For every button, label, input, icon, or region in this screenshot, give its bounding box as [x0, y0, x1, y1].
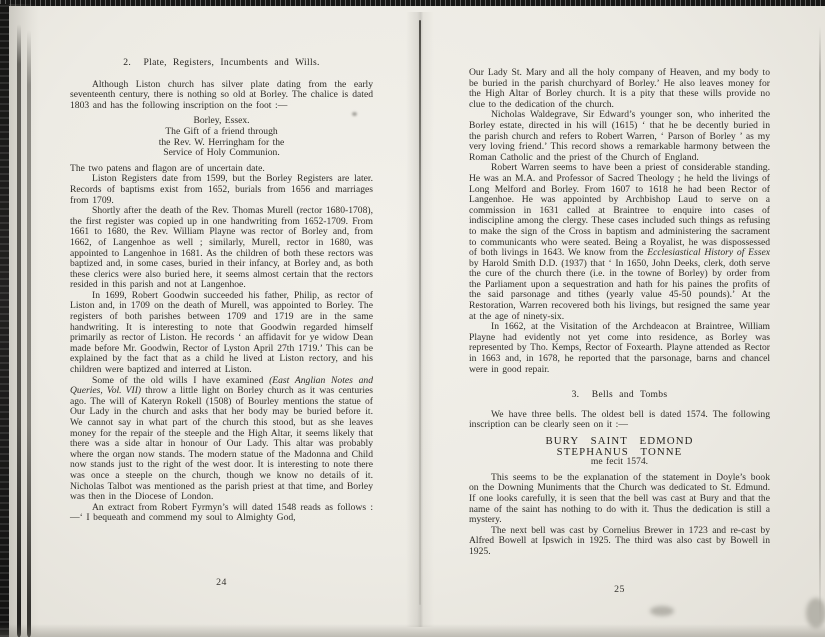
- body-text: Although Liston church has silver plate dating from the early seventeenth century, there is nothing so old at Borley. The chalice is dated 1803 and has the following inscription on the foot :—: [70, 78, 373, 111]
- paragraph: [469, 322, 770, 375]
- inscription-line: STEPHANUS TONNE: [556, 445, 683, 458]
- body-text: by Harold Smith D.D. (1937) that ‘ In 1650, John Deeks, clerk, doth serve the cure of the church there (i.e. in the towne of Borley) by order from the Parliament upon a sequestration and hath for his paines the profits of the said parsonage and tithes (yearly value 45-50 pounds).’ At the Restoration, Warren recovered both his livings, but resigned the same year at the age of ninety-six.: [469, 257, 770, 322]
- body-text: The two patens and flagon are of uncertain date.: [70, 162, 265, 174]
- paragraph: [70, 206, 373, 291]
- inscription-line: Service of Holy Communion.: [163, 147, 280, 159]
- body-text: Some of the old wills I have examined: [92, 374, 270, 386]
- paragraph: [469, 526, 770, 558]
- body-text: Shortly after the death of the Rev. Thomas Murell (rector 1680-1708), the first register was copied up in one handwriting from 1652-1709. From 1661 to 1680, the Rev. William Playne was rector of Borley and, from 1662, of Langenhoe as well ; similarly, Murell, rector in 1680, was appointed to Langenhoe in 1681. As the children of both these rectors was baptized and, in some cases, buried in their infancy, at Borley and, as both these clerics were also buried here, it seems almost certain that the rectors resided in this parish and not at Langenhoe.: [70, 205, 373, 291]
- inscription-line: BURY SAINT EDMOND: [545, 435, 694, 447]
- body-text: We have three bells. The oldest bell is dated 1574. The following inscription can be clearly seen on it :—: [469, 408, 770, 431]
- book-gutter-line: [419, 20, 421, 605]
- body-text: Liston Registers date from 1599, but the Borley Registers are later. Records of baptisms exist from 1652, burials from 1656 and marriages from 1709.: [70, 173, 373, 206]
- paragraph: [469, 68, 770, 110]
- paragraph: [469, 163, 770, 322]
- body-text: Nicholas Waldegrave, Sir Edward’s younger son, who inherited the Borley estate, directed in his will (1615) ‘ that he be decently buried in the parish church and refers to Robert Warren, ‘ Parson of Borley ’ as my very loving friend.’ This record shows a remarkable harmony between the Roman Catholic and the priest of the Church of England.: [469, 109, 770, 163]
- inscription-block: [70, 116, 373, 158]
- section-heading: 3. Bells and Tombs: [571, 389, 668, 401]
- right-page: [469, 68, 770, 558]
- left-page: [70, 58, 373, 524]
- book-bottom-edge-shadow: [0, 624, 825, 637]
- body-text: An extract from Robert Fyrmyn’s will dated 1548 reads as follows :—‘ I bequeath and commend my soul to Almighty God,: [70, 501, 373, 524]
- smudge-mark: [650, 606, 674, 616]
- paragraph: [70, 503, 373, 524]
- inscription-block: [469, 436, 770, 468]
- page-edge-line: [17, 24, 21, 637]
- body-text: Robert Warren seems to have been a priest of considerable standing. He was an M.A. and Professor of Sacred Theology ; he held the livings of Long Melford and Borley. From 1607 to 1618 he had been Rector of Langenhoe. He was appointed by Archbishop Laud to serve on a commission in 1631 called at Braintree to enquire into cases of indiscipline among the clergy. These cases included such things as refusing to make the sign of the Cross in baptism and administering the sacrament to communicants who were seated. Being a Royalist, he was dispossessed of both livings in 1643. We know from the: [469, 162, 770, 259]
- inscription-line: The Gift of a friend through: [165, 125, 278, 137]
- body-text: In 1699, Robert Goodwin succeeded his father, Philip, as rector of Liston and, in 1709 on the death of Murell, was appointed to Borley. The registers of both parishes between 1709 and 1719 are in the same handwriting. It is interesting to note that Goodwin regarded himself primarily as rector of Liston. He records ‘ an affidavit for ye widow Dean made before Mr. Goodwin, Rector of Lyston April 27th 1719.’ This can be explained by the fact that as a child he lived at Liston rectory, and his children were baptized and interred at Liston.: [70, 289, 373, 376]
- paragraph: [469, 473, 770, 526]
- book-cover-spine-edge: [0, 4, 9, 637]
- inscription-line: the Rev. W. Herringham for the: [158, 136, 285, 148]
- inscription-line: me fecit 1574.: [590, 456, 649, 468]
- body-text: This seems to be the explanation of the statement in Doyle’s book on the Downing Muniments that the Church was dedicated to St. Edmund. If one looks carefully, it is seen that the bell was cast at Bury and that the name of the saint has nothing to do with it. Thus the dedication is still a mystery.: [469, 471, 770, 526]
- body-text: throw a little light on Borley church as it was centuries ago. The will of Kateryn Rokell (1508) of Bourley mentions the statue of Our Lady in the church and asks that her body may be buried before it. We cannot say in what part of the church this stood, but as she leaves money for the repair of the steeple and the High Altar, it seems likely that there was a side altar in honour of Our Lady. This altar was probably where the organ now stands. The modern statue of the Madonna and Child now stands just to the right of the west door. It is interesting to note there was once a steeple on the church, though we know no details of it. Nicholas Talbot was mentioned as the parish priest at that time, and Borley was then in the Diocese of London.: [70, 385, 373, 503]
- left-page-shadow: [9, 4, 39, 637]
- inscription-line: Borley, Essex.: [193, 115, 250, 127]
- page-edge-line: [27, 30, 31, 637]
- paragraph: [70, 291, 373, 376]
- paragraph: [70, 174, 373, 206]
- paragraph: [469, 110, 770, 163]
- smudge-mark: [352, 112, 357, 116]
- page-number: 25: [614, 584, 625, 595]
- section-heading: 2. Plate, Registers, Incumbents and Wills.: [123, 57, 320, 68]
- body-text: Our Lady St. Mary and all the holy company of Heaven, and my body to be buried in the parish churchyard of Borley.’ He also leaves money for the High Altar of Borley church. It is a pity that these wills provide no clue to the dedication of the church.: [469, 67, 770, 110]
- paragraph: [70, 376, 373, 503]
- paragraph: [70, 80, 373, 112]
- paragraph: [469, 410, 770, 431]
- body-text: In 1662, at the Visitation of the Archdeacon at Braintree, William Playne had evidently not yet come into residence, as Borley was represented by Tho. Kemps, Rector of Foxearth. Playne attended as Rector in 1663 and, in 1678, he reported that the parsonage, barns and chancel were in good repair.: [469, 321, 770, 375]
- right-page-edge-line: [819, 26, 821, 626]
- page-number: 24: [216, 577, 227, 588]
- body-text: The next bell was cast by Cornelius Brewer in 1723 and re-cast by Alfred Bowell at Ipswich in 1925. The third was also cast by Bowell in 1925.: [469, 524, 770, 557]
- italic-text: Ecclesiastical History of Essex: [647, 247, 770, 259]
- book-top-edge: [0, 0, 825, 6]
- italic-text: (East Anglian Notes and Queries, Vol. VII): [70, 374, 374, 397]
